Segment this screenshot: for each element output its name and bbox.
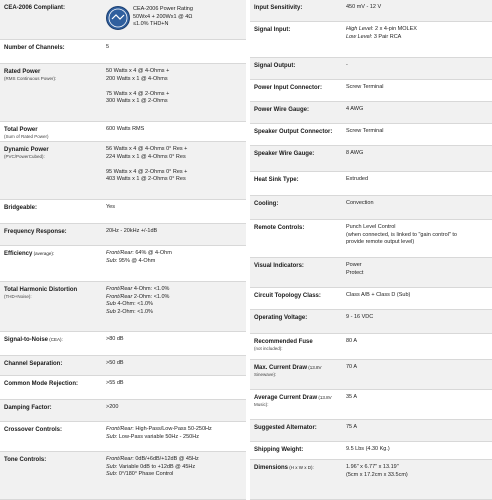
spec-value-line: 75 A xyxy=(346,424,358,430)
spec-row xyxy=(0,224,246,246)
spec-label-suffix: (13.8V xyxy=(317,395,332,400)
spec-row xyxy=(250,334,492,360)
spec-label-text: Speaker Output Connector: xyxy=(254,129,333,135)
spec-value-line: Class A/B + Class D (Sub) xyxy=(346,292,411,298)
spec-label-text: Frequency Response: xyxy=(4,229,67,235)
spec-label-text: Average Current Draw xyxy=(254,395,318,401)
spec-label xyxy=(4,4,65,12)
spec-value xyxy=(346,394,357,402)
spec-label-note: Music): xyxy=(254,402,269,407)
spec-value xyxy=(106,44,109,52)
spec-value-line: Screw Terminal xyxy=(346,84,384,90)
spec-value-line: 70 A xyxy=(346,364,358,370)
spec-row xyxy=(0,246,246,282)
spec-row xyxy=(0,452,246,500)
spec-value-line: Sub: Variable 0dB to +12dB @ 45Hz xyxy=(106,463,196,470)
spec-value-line: Sub: 0°/180° Phase Control xyxy=(106,471,174,477)
spec-label-note: (Sum of Rated Power) xyxy=(4,134,49,139)
spec-value-line: 20Hz - 20kHz +/-1dB xyxy=(106,228,158,234)
spec-row xyxy=(250,460,492,500)
spec-label xyxy=(4,426,62,434)
spec-label xyxy=(254,62,295,70)
spec-label xyxy=(4,68,56,82)
spec-label xyxy=(254,150,314,158)
spec-label-text: Damping Factor: xyxy=(4,405,52,411)
spec-value xyxy=(106,204,115,212)
spec-value xyxy=(346,128,384,136)
spec-label-text: Recommended Fuse xyxy=(254,339,313,345)
spec-value-line: Yes xyxy=(106,204,115,210)
spec-value xyxy=(346,338,357,346)
spec-label xyxy=(4,336,63,344)
spec-row xyxy=(250,258,492,288)
spec-value xyxy=(346,84,384,92)
spec-value-line: 450 mV - 12 V xyxy=(346,4,382,10)
spec-label xyxy=(254,464,314,472)
spec-label-text: Shipping Weight: xyxy=(254,447,304,453)
spec-value-line: (when connected, is linked to "gain control" to xyxy=(346,231,457,238)
spec-label xyxy=(4,360,62,368)
spec-row xyxy=(250,360,492,390)
spec-row xyxy=(250,0,492,22)
spec-value-line: CEA-2006 Power Rating xyxy=(133,6,193,12)
spec-value-line: 56 Watts x 4 @ 4-Ohms 0° Res + xyxy=(106,146,188,152)
spec-label xyxy=(254,338,313,352)
spec-value xyxy=(346,106,363,114)
spec-label-text: Efficiency xyxy=(4,251,33,257)
spec-label-text: Signal Output: xyxy=(254,63,296,69)
spec-value xyxy=(106,380,124,388)
spec-value-line: ≤1.0% THD+N xyxy=(133,21,169,27)
spec-label xyxy=(4,228,67,236)
spec-value xyxy=(106,286,169,316)
spec-value xyxy=(346,62,348,70)
spec-value-line: Power xyxy=(346,262,362,268)
spec-row xyxy=(250,310,492,334)
spec-value-line: 600 Watts RMS xyxy=(106,126,145,132)
spec-value-line: Extruded xyxy=(346,176,369,182)
spec-value-line: High Level: 2 x 4-pin MOLEX xyxy=(346,26,417,32)
spec-row xyxy=(250,58,492,80)
spec-row xyxy=(0,142,246,200)
spec-label-text: CEA-2006 Compliant: xyxy=(4,5,66,11)
spec-value-line: - xyxy=(346,62,348,68)
spec-label xyxy=(254,84,322,92)
spec-row xyxy=(250,420,492,442)
spec-label-text: Operating Voltage: xyxy=(254,315,308,321)
spec-value-line: (5cm x 17.2cm x 33.5cm) xyxy=(346,471,408,478)
spec-label-note: (not included): xyxy=(254,346,283,351)
spec-value-line: Sub 4-Ohm: <1.0% xyxy=(106,301,153,307)
spec-value-line: 50Wx4 + 200Wx1 @ 4Ω xyxy=(133,13,193,20)
spec-label-suffix: (13.8V xyxy=(307,365,322,370)
spec-label xyxy=(254,394,332,408)
spec-label-suffix: (CEA): xyxy=(48,337,63,342)
spec-label-note: (THD+Noise): xyxy=(4,294,32,299)
spec-label xyxy=(4,286,77,300)
spec-label xyxy=(4,204,37,212)
spec-label xyxy=(254,106,309,114)
spec-value xyxy=(106,68,169,106)
spec-row xyxy=(0,332,246,356)
spec-label-text: Input Sensitivity: xyxy=(254,5,303,11)
spec-value-line xyxy=(106,161,187,169)
spec-value-line: 8 AWG xyxy=(346,150,364,156)
spec-value xyxy=(106,360,124,368)
spec-label-text: Rated Power xyxy=(4,69,41,75)
spec-value xyxy=(106,426,212,441)
spec-value xyxy=(106,336,124,344)
spec-row xyxy=(250,220,492,258)
spec-label xyxy=(254,424,317,432)
spec-value-line: 403 Watts x 1 @ 2-Ohms 0° Res xyxy=(106,176,186,182)
spec-value-line: 5 xyxy=(106,44,110,50)
spec-label-text: Suggested Alternator: xyxy=(254,425,317,431)
spec-label-text: Heat Sink Type: xyxy=(254,177,299,183)
spec-value-line: Sub: 95% @ 4-Ohm xyxy=(106,257,156,264)
spec-label-text: Signal-to-Noise xyxy=(4,337,49,343)
spec-value-line: Sub 2-Ohm: <1.0% xyxy=(106,308,153,315)
spec-value xyxy=(346,26,417,41)
spec-row xyxy=(250,124,492,146)
spec-label xyxy=(254,26,290,34)
spec-label-note: (RMS Continuous Power): xyxy=(4,76,57,81)
spec-value-line: Sub: Low-Pass variable 50Hz - 250Hz xyxy=(106,433,199,440)
spec-label xyxy=(254,364,322,378)
spec-value-line: >200 xyxy=(106,404,119,410)
spec-value-line: 50 Watts x 4 @ 4-Ohms + xyxy=(106,68,170,74)
spec-value xyxy=(346,150,363,158)
spec-label xyxy=(4,44,65,52)
spec-value-line: Protect xyxy=(346,269,364,276)
spec-row xyxy=(0,376,246,400)
spec-value-line: Front/Rear: High-Pass/Low-Pass 50-250Hz xyxy=(106,426,212,432)
spec-value xyxy=(346,446,390,454)
spec-label-note: Sinewave): xyxy=(254,372,277,377)
spec-value-line: >80 dB xyxy=(106,336,124,342)
spec-value xyxy=(106,404,118,412)
spec-label xyxy=(254,314,307,322)
spec-label-text: Total Harmonic Distortion xyxy=(4,287,78,293)
spec-value-line: Front/Rear 4-Ohm: <1.0% xyxy=(106,286,170,292)
spec-label-note: (PVC/PowerCubed): xyxy=(4,154,45,159)
spec-row xyxy=(0,422,246,452)
spec-value-line: Front/Rear: 64% @ 4-Ohm xyxy=(106,250,172,256)
spec-label-text: Common Mode Rejection: xyxy=(4,381,79,387)
spec-value xyxy=(346,224,457,247)
spec-row xyxy=(250,390,492,420)
spec-label-text: Signal Input: xyxy=(254,27,291,33)
spec-value-line: provide remote output level) xyxy=(346,239,415,245)
spec-value-line: 4 AWG xyxy=(346,106,364,112)
spec-value xyxy=(346,262,363,277)
spec-value xyxy=(346,292,410,300)
spec-value xyxy=(346,4,381,12)
spec-row xyxy=(250,288,492,310)
spec-value-line: Punch Level Control xyxy=(346,224,396,230)
spec-label-text: Power Wire Gauge: xyxy=(254,107,309,113)
spec-label xyxy=(4,250,54,258)
spec-row xyxy=(250,172,492,196)
spec-value xyxy=(106,456,199,479)
spec-label xyxy=(4,126,49,140)
cea-2006-logo-icon xyxy=(106,6,130,30)
spec-label xyxy=(254,176,299,184)
spec-value-line: 224 Watts x 1 @ 4-Ohms 0° Res xyxy=(106,153,186,160)
spec-value xyxy=(106,146,187,184)
spec-label-suffix: (H x W x D): xyxy=(288,465,314,470)
spec-value xyxy=(106,228,157,236)
spec-row xyxy=(0,282,246,332)
spec-label-text: Crossover Controls: xyxy=(4,427,63,433)
spec-value xyxy=(346,424,357,432)
spec-value-line: 35 A xyxy=(346,394,358,400)
spec-label-text: Number of Channels: xyxy=(4,45,65,51)
spec-label xyxy=(254,446,303,454)
spec-value xyxy=(346,314,373,322)
spec-value-line: 9.5 Lbs (4.30 Kg.) xyxy=(346,446,390,452)
spec-value xyxy=(346,464,408,479)
spec-row xyxy=(0,122,246,142)
spec-value xyxy=(133,6,193,29)
spec-label xyxy=(254,200,278,208)
spec-value-line: 80 A xyxy=(346,338,358,344)
spec-label-text: Circuit Topology Class: xyxy=(254,293,321,299)
spec-label xyxy=(4,404,52,412)
spec-label-text: Remote Controls: xyxy=(254,225,305,231)
spec-value-line: >55 dB xyxy=(106,380,124,386)
spec-value xyxy=(346,176,368,184)
spec-label xyxy=(254,292,321,300)
spec-label xyxy=(4,380,78,388)
spec-label-text: Max. Current Draw xyxy=(254,365,308,371)
spec-row xyxy=(0,64,246,122)
spec-value xyxy=(106,250,172,265)
spec-label-text: Speaker Wire Gauge: xyxy=(254,151,315,157)
spec-value-line: 95 Watts x 4 @ 2-Ohms 0° Res + xyxy=(106,168,188,175)
spec-label-text: Channel Separation: xyxy=(4,361,63,367)
spec-label-text: Tone Controls: xyxy=(4,457,47,463)
spec-row xyxy=(0,40,246,64)
spec-row xyxy=(250,442,492,460)
spec-label xyxy=(254,224,304,232)
spec-row xyxy=(250,196,492,220)
spec-label-suffix: (average): xyxy=(32,251,55,256)
spec-value-line: 300 Watts x 1 @ 2-Ohms xyxy=(106,98,168,104)
spec-label xyxy=(254,128,332,136)
spec-row xyxy=(250,102,492,124)
spec-value-line: Screw Terminal xyxy=(346,128,384,134)
spec-value-line: 9 - 16 VDC xyxy=(346,314,374,320)
spec-value-line xyxy=(106,83,169,91)
spec-row xyxy=(0,200,246,224)
spec-value-line: 75 Watts x 4 @ 2-Ohms + xyxy=(106,90,170,97)
spec-label xyxy=(4,146,49,160)
spec-value-line: Low Level: 3 Pair RCA xyxy=(346,33,402,40)
spec-row xyxy=(250,80,492,102)
spec-row xyxy=(250,22,492,58)
spec-row xyxy=(0,356,246,376)
spec-value xyxy=(346,200,374,208)
spec-label xyxy=(254,262,304,270)
spec-label-text: Cooling: xyxy=(254,201,279,207)
spec-row xyxy=(0,400,246,422)
spec-value-line: 1.96" x 6.77" x 13.19" xyxy=(346,464,399,470)
spec-label-text: Dynamic Power xyxy=(4,147,49,153)
spec-label xyxy=(4,456,46,464)
spec-label xyxy=(254,4,302,12)
spec-label-text: Bridgeable: xyxy=(4,205,38,211)
spec-value-line: Convection xyxy=(346,200,374,206)
spec-value-line: 200 Watts x 1 @ 4-Ohms xyxy=(106,75,168,82)
spec-value-line: Front/Rear: 0dB/+6dB/+12dB @ 45Hz xyxy=(106,456,199,462)
spec-label-text: Visual Indicators: xyxy=(254,263,304,269)
spec-value xyxy=(346,364,357,372)
spec-row xyxy=(0,0,246,40)
spec-value-line: >50 dB xyxy=(106,360,124,366)
spec-value-line: Front/Rear 2-Ohm: <1.0% xyxy=(106,293,170,300)
spec-value xyxy=(106,126,144,134)
spec-label-text: Dimensions xyxy=(254,465,289,471)
spec-label-text: Total Power xyxy=(4,127,38,133)
spec-row xyxy=(250,146,492,172)
spec-label-text: Power Input Connector: xyxy=(254,85,322,91)
